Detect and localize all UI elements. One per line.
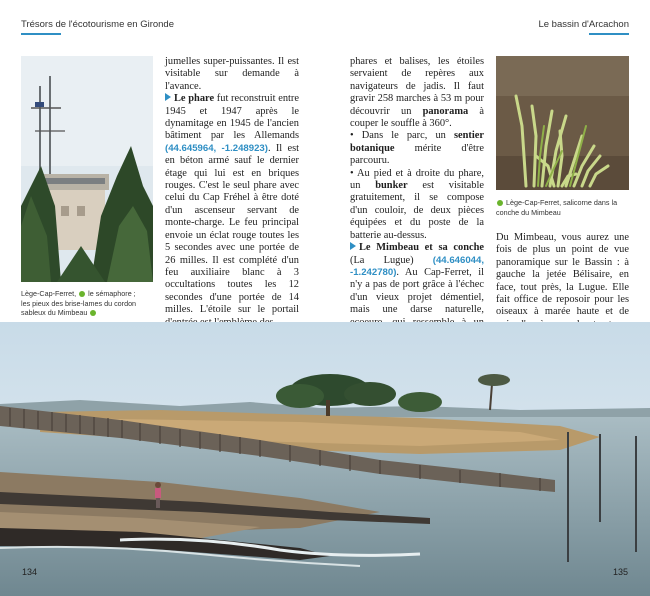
salicorne-photo: [496, 56, 629, 190]
semaphore-photo: [21, 56, 153, 282]
caption-salicorne: [496, 198, 631, 217]
gps-coordinates-mimbeau: (44.646044, -1.242780): [350, 254, 484, 278]
col1-heading-phare: Le phare: [174, 93, 215, 105]
caption-semaphore: [21, 289, 156, 318]
triangle-bullet-icon: [165, 93, 171, 101]
gps-coordinates-phare: (44.645964, -1.248923): [165, 142, 268, 154]
col3-text-1: Du Mimbeau, vous aurez une fois de plus un point de vue panoramique sur le Bassin : à gauche la jetée Bélisaire, en face, tout près, la Lugue. Elle fait office de reposoir pour les oiseaux à marée haute et de: [496, 232, 629, 318]
col2-text-2b: mérite d'être parcouru.: [350, 142, 484, 167]
col2-text-2: • Dans le parc, un: [350, 130, 454, 142]
col1-text-2: fut reconstruit entre 1945 et 1947 après le dynamitage en 1945 de l'ancien bâtiment par les Allemands: [165, 93, 299, 142]
col2-text-3b: est visitable gratuitement, il se compose d'un couloir, de deux pièces équipées et du poste de la batterie au-dessus.: [350, 180, 484, 241]
caption-left-part3: les pieux des brise-lames du cordon sableux du Mimbeau: [21, 298, 137, 317]
header-rule-right: [589, 33, 629, 35]
caption-left-part1: Lège-Cap-Ferret,: [21, 289, 77, 298]
running-header-right: Le bassin d'Arcachon: [538, 19, 629, 30]
running-header-left: Trésors de l'écotourisme en Gironde: [21, 19, 175, 30]
caption-left-part2: le sémaphore ;: [86, 289, 136, 298]
text-column-1: [165, 56, 299, 329]
col1-text-3: . Il est en béton armé sauf le dernier étage qui lui est en briques rouges. C'est le seul phare avec celui du Cap Fréhel à être doté d'un ascenseur servant de monte-charge. Le feu principal envoie un éclat rouge toutes les 5 secondes avec une portée de 26 milles. Il est complété d'un feu auxiliaire blanc à 3 occultations toutes les 12 secondes d'une portée de 14 milles. L'étoile sur le portail: [165, 142, 300, 316]
col2-text-4: (La Lugue): [350, 254, 433, 266]
caption-right-text: Lège-Cap-Ferret, salicorne dans la conche du Mimbeau: [496, 198, 618, 217]
col2-text-3: • Au pied et à droite du phare, un: [350, 167, 484, 192]
col2-text-1: phares et balises, les étoiles servaient de repères aux navigateurs de jadis. Il faut gravir 258 marches à 53 m pour découvrir un: [350, 56, 484, 117]
col1-text-1: jumelles super-puissantes. Il est visitable sur demande à l'avance.: [165, 56, 299, 92]
col2-bold-panorama: panorama: [422, 105, 469, 117]
green-bullet-icon: [497, 200, 503, 206]
page-number-left: 134: [22, 567, 38, 577]
beach-breakwater-photo: [0, 322, 650, 596]
col2-text-1b: à couper le souffle à 360°.: [350, 105, 484, 130]
green-bullet-icon: [90, 310, 96, 316]
col2-bold-bunker: bunker: [375, 180, 408, 192]
header-rule-left: [21, 33, 61, 35]
col2-heading-mimbeau: Le Mimbeau et sa conche: [359, 242, 484, 254]
page-number-right: 135: [612, 567, 628, 577]
col2-bold-sentier: sentier botanique: [350, 130, 484, 154]
col2-text-5: . Au Cap-Ferret, il n'y a pas de port grâce à l'échec d'un vieux projet démentiel, mais une darse naturelle,: [350, 266, 484, 316]
green-bullet-icon: [79, 291, 85, 297]
triangle-bullet-icon: [350, 242, 356, 250]
